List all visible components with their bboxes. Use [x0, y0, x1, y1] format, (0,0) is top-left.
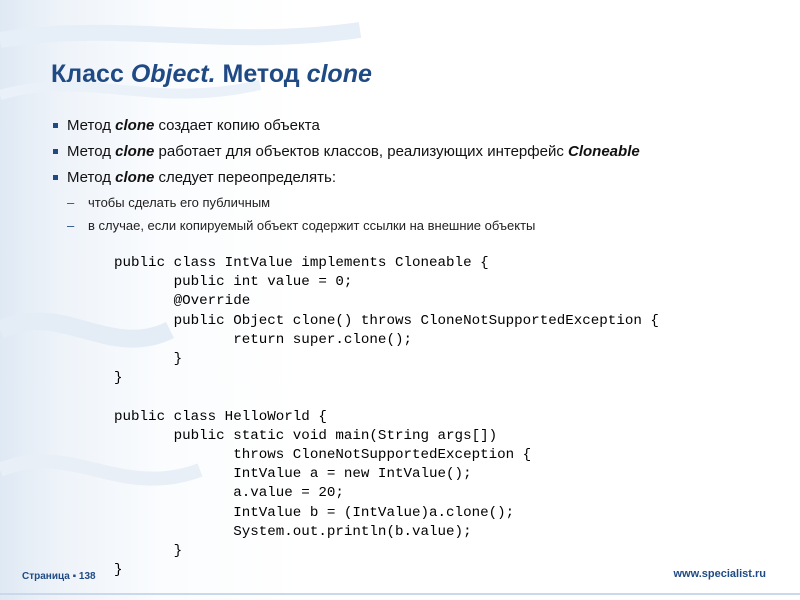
website-link[interactable]: www.specialist.ru: [673, 568, 766, 580]
sub-bullet-text: в случае, если копируемый объект содержит ссылки на внешние объекты: [88, 218, 536, 233]
bullet-item: [50, 142, 790, 161]
bullet-square-icon: [53, 123, 58, 128]
title-middle: Метод: [215, 60, 307, 88]
bullet-text: создает копию объекта: [154, 117, 320, 134]
title-object: Object.: [130, 60, 216, 88]
page-number: Страница ▪ 138: [22, 571, 96, 582]
bullet-emphasis: clone: [115, 143, 155, 160]
footer-divider: [0, 593, 800, 595]
bullet-text: работает для объектов классов, реализующих интерфейс: [154, 143, 569, 160]
bullet-list: [50, 116, 790, 240]
sub-bullet-item: [50, 194, 790, 211]
bullet-square-icon: [53, 175, 58, 180]
bullet-emphasis: clone: [115, 117, 155, 134]
bullet-text: Метод: [67, 169, 116, 186]
bullet-square-icon: [53, 149, 58, 154]
bullet-text: Метод: [67, 117, 116, 134]
title-method: clone: [306, 60, 372, 88]
sub-bullet-item: [50, 217, 790, 234]
code-block: public class IntValue implements Cloneable { public int value = 0; @Override public Object clone() throws CloneNotSupportedException { return super.clone(); } } public class HelloWorld { public static void main(String args[]) throws CloneNotSupportedException { IntValue a = new IntValue(); a.value = 20; IntValue b = (IntValue)a.clone(); System.out.println(b.value); } }: [114, 255, 659, 579]
dash-icon: –: [67, 195, 75, 210]
title-prefix: Класс: [51, 60, 131, 88]
bullet-text: Метод: [67, 143, 116, 160]
dash-icon: –: [67, 218, 75, 233]
slide-title: [51, 60, 372, 89]
bullet-item: [50, 168, 790, 187]
bullet-text: следует переопределять:: [154, 169, 337, 186]
bullet-emphasis: clone: [115, 169, 155, 186]
sub-bullet-text: чтобы сделать его публичным: [88, 195, 271, 210]
bullet-item: [50, 116, 790, 135]
bullet-emphasis: Cloneable: [568, 143, 640, 160]
